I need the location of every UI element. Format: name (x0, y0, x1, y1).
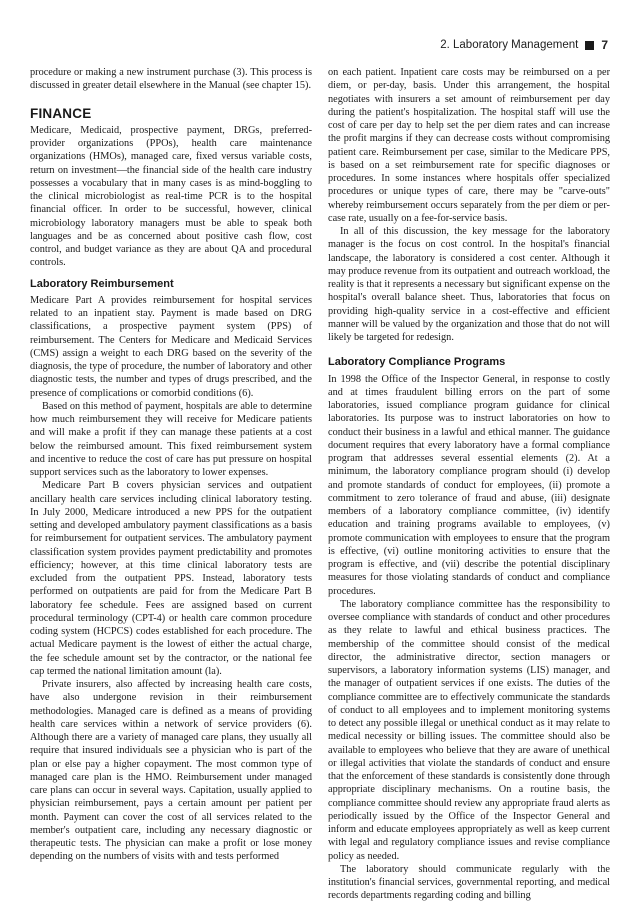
paragraph: Medicare Part A provides reimbursement for hospital services related to an inpatient stay. Payment is made based on DRG classifications, a prospective payment system (PPS) of reimbursement. The Centers for Medicare and Medicaid Services (CMS) assign a weight to each DRG based on the severity of the diagnosis, the type of procedure, the number of laboratory and other diagnostic tests, the number and types of drugs prescribed, and the presence of complications or comorbid conditions (6). (30, 294, 312, 399)
section-heading-finance: FINANCE (30, 105, 92, 121)
paragraph: Medicare Part B covers physician services and outpatient ancillary health care services including clinical laboratory testing. In July 2000, Medicare introduced a new PPS for the outpatient setting and developed ambulatory payment classifications as a basis for reimbursement for outpatient services. The ambulatory payment classification system provides payment predictability and promotes efficiency; however, at this time clinical laboratory tests are excluded from the outpatient PPS. Instead, laboratory tests performed on outpatients are paid for from the Medicare Part B laboratory fee schedule. Fees are assigned based on current procedural terminology (CPT-4) or health care common procedure coding system (HCPCS) codes established for each procedure. The actual Medicare payment is the lowest of either the actual charge, the fee schedule amount set by the contractor, or the national fee cap termed the national limitation amount (la). (30, 480, 312, 677)
paragraph: Medicare, Medicaid, prospective payment, DRGs, preferred-provider organizations (PPOs), health care maintenance organizations (HMOs), managed care, fixed versus variable costs, return on investment—the financial side of the health care industry possesses a vocabulary that in many cases is as mind-boggling to the clinical microbiologist as real-time PCR is to the hospital financial officer. In order to be successful, however, clinical microbiology laboratory managers must be able to speak both languages and be as concerned about positive cash flow, cost control, and budget variance as they are about QA and procedural controls. (30, 124, 312, 269)
left-column (30, 66, 312, 864)
paragraph: In all of this discussion, the key message for the laboratory manager is the focus on cost control. In the hospital's financial landscape, the laboratory is considered a cost center. Although it may produce revenue from its outpatient and outreach workload, the reality is that it represents a necessary but significant expense on the hospital's overall balance sheet. Thus, laboratories that focus on providing high-quality service in a cost-effective and efficient manner will be valued by the organization and those that do not will likely be targeted for redesign. (328, 226, 610, 343)
paragraph: The laboratory compliance committee has the responsibility to oversee compliance with standards of conduct and other procedures as they relate to lawful and ethical business practices. The membership of the committee should consist of the medical director, the administrative director, section managers or supervisors, a laboratory information systems (LIS) manager, and the manager of outpatient services if one exists. The duties of the compliance committee are to effectively communicate the standards of conduct to all employees and to implement monitoring systems to detect any possible illegal or unethical conduct as it may relate to medical necessity or billing issues. The committee should also be available to employees who believe that they are aware of unethical or illegal activities that violate the standards of conduct and ensure that the enforcement of these standards is consistently done through appropriate disciplinary mechanisms. On a routine basis, the compliance committee should review any appropriate fraud alerts as periodically issued by the Office of the Inspector General and inform and educate employees appropriately as well as keep current with legal and regulatory compliance issues and revise compliance policy as needed. (328, 598, 610, 862)
right-column (328, 66, 610, 903)
subheading-laboratory-reimbursement: Laboratory Reimbursement (30, 277, 174, 290)
square-bullet-icon (585, 41, 594, 50)
paragraph: procedure or making a new instrument purchase (3). This process is discussed in greater detail elsewhere in the Manual (see chapter 15). (30, 67, 312, 92)
paragraph: on each patient. Inpatient care costs may be reimbursed on a per diem, or per-day, basis. Under this arrangement, the hospital negotiates with insurers a set amount of reimbursement per day during the patient's hospitalization. The hospital staff will use the cost of care per day to help set the per diem rates and can increase the profit margins if they can decrease costs without compromising patient care. Reimbursement per case, similar to the Medicare PPS, is based on a set reimbursement rate for specific diagnoses or procedures. In some instances where hospitals offer specialized procedures or unique types of care, there may be "carve-outs" whereby reimbursement occurs separately from the per diem or per-case rate, usually on a fee-for-service basis. (328, 67, 610, 224)
paragraph: Private insurers, also affected by increasing health care costs, have also undergone revision in their reimbursement methodologies. Managed care is defined as a means of providing health care services within a network of service providers (6). Although there are a variety of managed care plans, they usually all require that insured individuals see a physician who is part of the plan or else pay a higher copayment. The most common type of managed care plan is the HMO. Reimbursement under managed care plans can occur in several ways. Capitation, usually applied to physician reimbursement, pays a certain amount per patient per month. Payment can cover the cost of all services related to the member's outpatient care, including any necessary diagnostic or therapeutic tests. The physician can make a profit or lose money depending on the numbers of visits with and tests performed (30, 679, 312, 863)
subheading-laboratory-compliance-programs: Laboratory Compliance Programs (328, 356, 506, 369)
paragraph: In 1998 the Office of the Inspector General, in response to costly and at times fraudulent billing errors on the part of some laboratories, issued compliance program guidance for clinical laboratories. Its purpose was to instruct laboratories on how to conduct their business in a lawful and ethical manner. The guidance document requires that every laboratory have a formal compliance program that addresses several essential elements (2). At a minimum, the laboratory compliance program should (i) develop and promote standards of conduct for employees, (ii) promote a commitment to zero tolerance of fraud and abuse, (iii) designate members of a laboratory compliance committee, (iv) identify education and training programs available to employees, (v) promote communication with employees to ensure that the program is effective, (vi) outline monitoring activities to ensure that the program is effective, and (vii) describe the potential disciplinary measures for those violating standards of conduct and compliance procedures. (328, 373, 610, 597)
page-number: 7 (601, 38, 608, 52)
paragraph: Based on this method of payment, hospitals are able to determine how much reimbursement they will receive for Medicare patients and will make a profit if they can manage these patients at a cost below the reimbursed amount. This fixed reimbursement system and incentive to reduce the cost of care has put pressure on hospital support services such as the laboratory to lower expenses. (30, 400, 312, 478)
running-header (440, 38, 608, 52)
chapter-title: 2. Laboratory Management (440, 39, 579, 51)
paragraph: The laboratory should communicate regularly with the institution's financial services, governmental reporting, and medical records departments regarding coding and billing (328, 863, 610, 902)
